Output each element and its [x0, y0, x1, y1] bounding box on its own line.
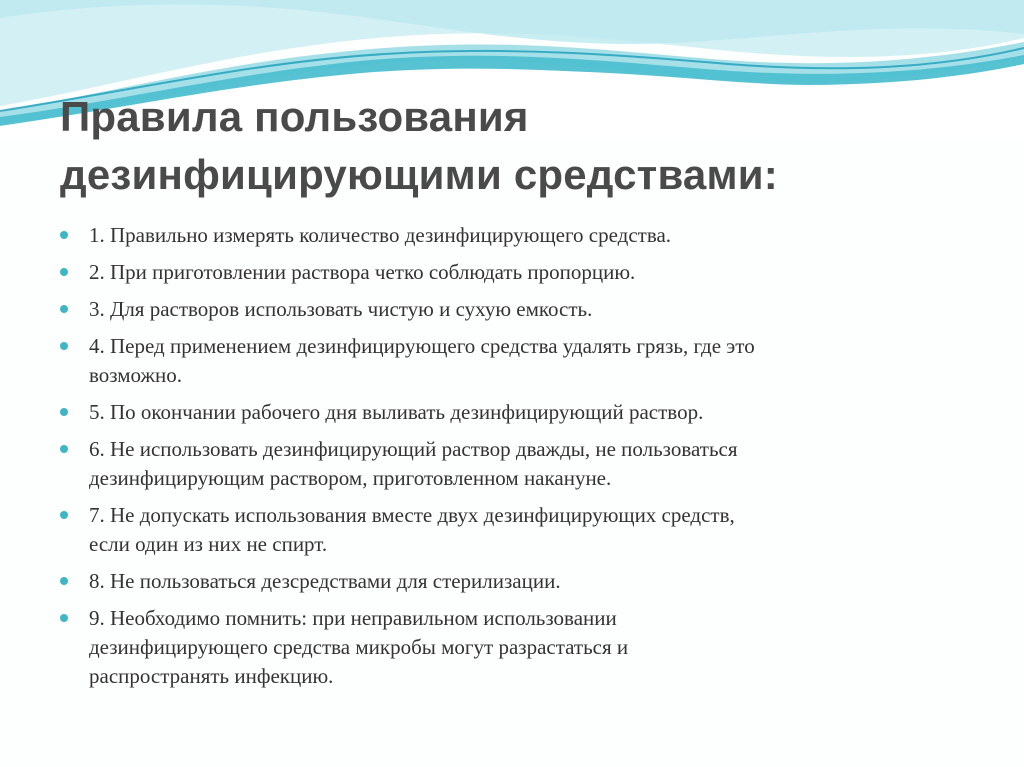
rule-item-9 [60, 604, 960, 691]
rule-item-5 [60, 398, 960, 427]
rule-9-line-3: распространять инфекцию. [89, 664, 334, 688]
rule-9-line-1: 9. Необходимо помнить: при неправильном использовании [89, 606, 617, 630]
bullet-icon [60, 342, 68, 350]
rule-item-8 [60, 567, 960, 596]
rule-item-6 [60, 435, 960, 493]
rule-4-line-2: возможно. [89, 363, 183, 387]
rule-6-line-1: 6. Не использовать дезинфицирующий раствор дважды, не пользоваться [89, 437, 738, 461]
rule-3-line-1: 3. Для растворов использовать чистую и сухую емкость. [89, 297, 593, 321]
rule-item-1 [60, 221, 960, 250]
rule-1-line-1: 1. Правильно измерять количество дезинфицирующего средства. [89, 223, 672, 247]
rule-5-line-1: 5. По окончании рабочего дня выливать дезинфицирующий раствор. [89, 400, 704, 424]
bullet-icon [60, 231, 68, 239]
bullet-icon [60, 408, 68, 416]
rules-list [60, 221, 960, 691]
rule-4-line-1: 4. Перед применением дезинфицирующего средства удалять грязь, где это [89, 334, 755, 358]
slide-title-line-1: Правила пользования [60, 93, 529, 140]
rule-item-4 [60, 332, 960, 390]
rule-item-3 [60, 295, 960, 324]
rule-6-line-2: дезинфицирующим раствором, приготовленном накануне. [89, 466, 612, 490]
rule-item-7 [60, 501, 960, 559]
bullet-icon [60, 511, 68, 519]
rule-8-line-1: 8. Не пользоваться дезсредствами для стерилизации. [89, 569, 561, 593]
rule-9-line-2: дезинфицирующего средства микробы могут разрастаться и [89, 635, 629, 659]
bullet-icon [60, 614, 68, 622]
rule-7-line-1: 7. Не допускать использования вместе двух дезинфицирующих средств, [89, 503, 735, 527]
rule-2-line-1: 2. При приготовлении раствора четко соблюдать пропорцию. [89, 260, 636, 284]
rule-7-line-2: если один из них не спирт. [89, 532, 328, 556]
slide-title-line-2: дезинфицирующими средствами: [60, 151, 778, 198]
bullet-icon [60, 577, 68, 585]
rule-item-2 [60, 258, 960, 287]
bullet-icon [60, 305, 68, 313]
slide-title [60, 88, 960, 204]
bullet-icon [60, 268, 68, 276]
bullet-icon [60, 445, 68, 453]
